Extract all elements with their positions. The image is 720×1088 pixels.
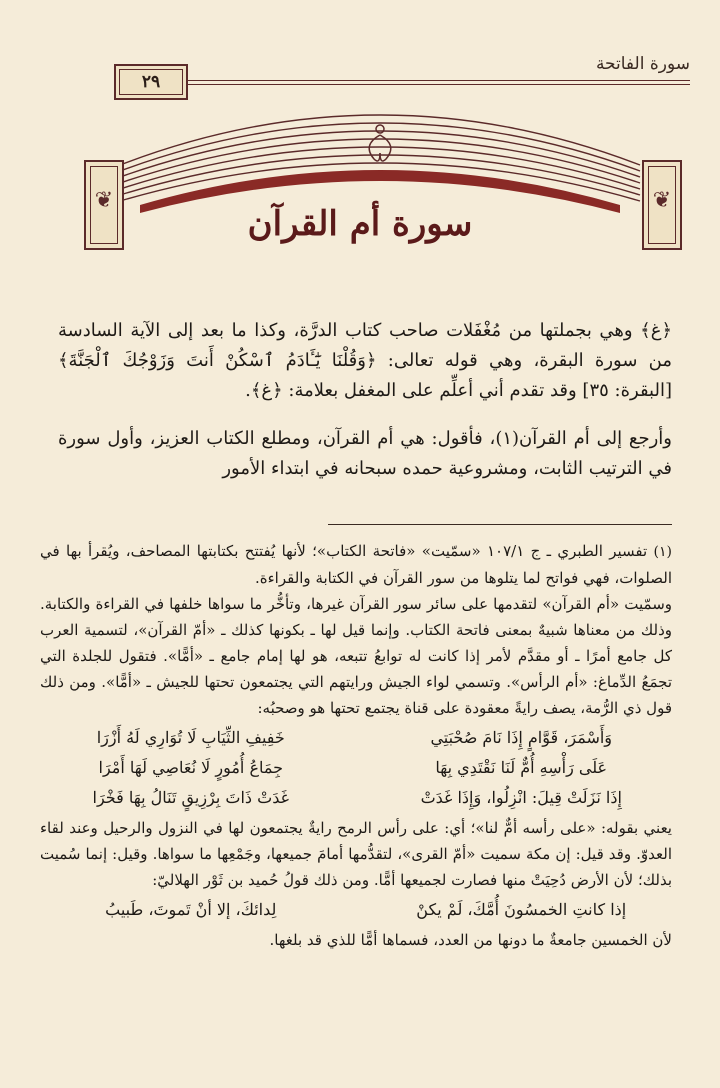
footnote-text: تفسير الطبري ـ ج ١٠٧/١ «سمّيت» «فاتحة الكتاب»؛ لأنها يُفتتح بكتابتها المصاحف، ويُقرأ بها في الصلوات، فهي فواتح لما يتلوها من سور القرآن في الكتابة والقراءة. — [40, 542, 672, 587]
footnote-number: (١) — [653, 544, 672, 560]
footnote-paragraph: وسمّيت «أم القرآن» لتقدمها على سائر سور القرآن غيرها، وتأخُّر ما سواها خلفها في القراءة والكتابة. وذلك من معناها شبيهٌ بمعنى فاتحة الكتاب. وإنما قيل لها ـ بكونها كذلك ـ «أمّ القرآن»، لتسمية العرب كل جامع أمرًا ـ أو مقدَّم لأمر إذا كانت له توابعُ تتبعه، هو لها إمام جامع ـ «أمًّا». فتقول للجلدة التي تجمَعُ الدِّماغ: «أم الرأس». وتسمي لواء الجيش ورايتهم التي يجتمعون تحتها للجيش ـ «أمًّا». ومن ذلك قول ذي الرُّمة، يصف رايةً معقودة على قناة يجتمع تحتها هو وصحبُه: — [40, 595, 672, 717]
right-pillar-ornament — [642, 160, 682, 250]
main-paragraph: وأرجع إلى أم القرآن(١)، فأقول: هي أم القرآن، ومطلع الكتاب العزيز، وأول سورة في الترتيب الثابت، ومشروعية حمده سبحانه في ابتداء الأمور — [58, 428, 673, 479]
verse-hemistich: غَدَتْ ذَاتَ بِرْزِيقٍ تَنَالُ بِهَا فَخْرَا — [92, 788, 289, 807]
verse-hemistich: لِدائكَ، إلا أنْ تَموتَ، طَبيبُ — [105, 900, 277, 919]
surah-title: سورة أم القرآن — [247, 204, 473, 244]
verse-hemistich: عَلَى رَأْسِهِ أُمٌّ لَنَا نَقْتَدِي بِهَا — [435, 758, 608, 777]
footnote-paragraph: يعني بقوله: «على رأسه أمٌّ لنا»؛ أي: على رأس الرمح رايةٌ يجتمعون لها في النزول والرحيل وعند لقاء العدوّ. وقد قيل: إن مكة سميت «أمّ القرى»، لتقدُّمها أمامَ جميعها، وجَمْعِها ما سواها. وقيل: إنما سُميت بذلك؛ لأن الأرض دُحِيَتْ منها فصارت لجميعها أمًّا. ومن ذلك قولُ حُميد بن ثَوْر الهلاليّ: — [40, 819, 672, 889]
main-text — [58, 316, 672, 484]
footnote-paragraph — [40, 538, 672, 591]
poem-verse — [40, 897, 672, 923]
running-title: سورة الفاتحة — [595, 54, 690, 74]
left-pillar-ornament — [84, 160, 124, 250]
verse-hemistich: وَأَسْمَرَ، قَوَّامٍ إِذَا نَامَ صُحْبَتِي — [430, 728, 613, 747]
verse-hemistich: إِذَا نَزَلَتْ قِيلَ: انْزِلُوا، وَإِذَا غَدَتْ — [420, 788, 622, 807]
poem-verse — [40, 785, 672, 811]
running-header — [100, 54, 690, 98]
verse-hemistich: خَفِيفِ الثِّيَابِ لَا تُوَارِي لَهُ أَزْرَا — [96, 728, 285, 747]
poem-verse — [40, 755, 672, 781]
footnote-separator — [328, 524, 672, 525]
footnote-paragraph: لأن الخمسين جامعةٌ ما دونها من العدد، فسماها أمًّا للذي قد بلغها. — [269, 931, 672, 949]
poem-verse — [40, 725, 672, 751]
page-number: ٢٩ — [119, 69, 183, 95]
main-paragraph: ﴿غ﴾ وهي بجملتها من مُغْفَلات صاحب كتاب الدرَّة، وكذا ما بعد إلى الآية السادسة من سورة البقرة، وهي قوله تعالى: ﴿وَقُلْنَا يَٰٓـَٔادَمُ ٱسْكُنْ أَنتَ وَزَوْجُكَ ٱلْجَنَّةَ﴾ [البقرة: ٣٥] وقد تقدم أني أعلِّم على المغفل بعلامة: ﴿غ﴾. — [58, 320, 672, 401]
verse-hemistich: جِمَاعُ أُمُورٍ لَا نُعَاصِي لَهَا أَمْرَا — [98, 758, 284, 777]
fleur-icon: ❦ — [652, 188, 672, 213]
footnotes — [40, 538, 672, 953]
header-rule — [178, 80, 690, 85]
verse-hemistich: إذا كانتِ الخمسُونَ أُمَّكَ، لَمْ يكنْ — [416, 900, 627, 919]
fleur-icon: ❦ — [94, 188, 114, 213]
